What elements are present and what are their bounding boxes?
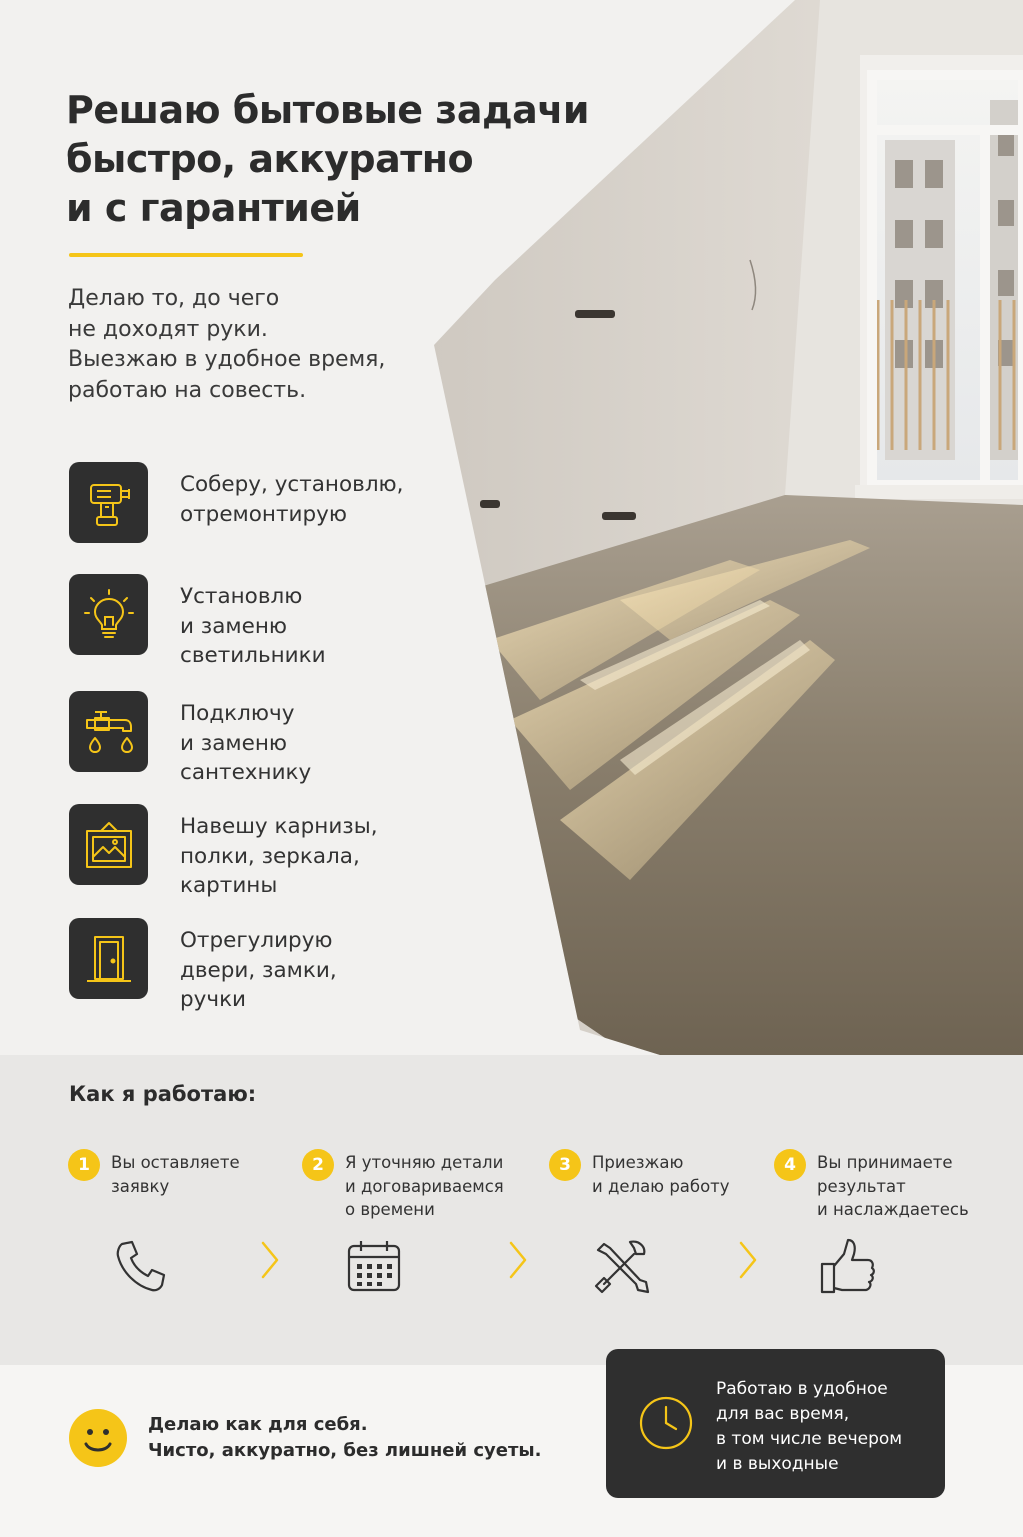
intro-line: Выезжаю в удобное время, (68, 347, 386, 372)
schedule-line: и в выходные (716, 1454, 839, 1474)
step-text-line: и делаю работу (592, 1176, 730, 1196)
step-text-line: о времени (345, 1200, 435, 1219)
motto-text (148, 1412, 542, 1464)
service-label-line: Отрегулирую (180, 928, 333, 953)
page-title (66, 86, 606, 233)
step-text (592, 1151, 730, 1198)
service-label-line: Установлю (180, 584, 303, 609)
step-number: 4 (774, 1149, 806, 1181)
step-number: 2 (302, 1149, 334, 1181)
step-text-line: и договариваемся (345, 1176, 504, 1196)
service-label-line: Соберу, установлю, (180, 472, 404, 497)
headline-line: и с гарантией (66, 186, 361, 230)
step-text-line: и наслаждаетесь (817, 1200, 969, 1219)
smiley-icon (68, 1408, 128, 1468)
step-text-line: заявку (111, 1176, 170, 1196)
intro-line: не доходят руки. (68, 316, 268, 342)
motto-line: Делаю как для себя. (148, 1414, 368, 1435)
phone-icon (112, 1236, 172, 1296)
calendar-icon (344, 1236, 404, 1296)
step-text-line: Вы принимаете (817, 1153, 953, 1172)
step-text-line: Вы оставляете (111, 1153, 240, 1172)
service-label-line: Подключу (180, 701, 295, 726)
schedule-line: в том числе вечером (716, 1429, 903, 1449)
step-text (817, 1151, 969, 1222)
door-icon (69, 918, 148, 999)
clock-icon (638, 1395, 694, 1451)
step-text-line: результат (817, 1176, 906, 1196)
service-label-line: сантехнику (180, 760, 312, 785)
service-label-line: и заменю (180, 613, 288, 639)
step-text-line: Я уточняю детали (345, 1153, 504, 1172)
service-label (180, 582, 326, 671)
service-label-line: картины (180, 873, 278, 898)
headline-line: Решаю бытовые задачи (66, 88, 590, 132)
service-label (180, 699, 311, 788)
service-label-line: Навешу карнизы, (180, 814, 378, 839)
service-label-line: ручки (180, 987, 247, 1012)
picture-frame-icon (69, 804, 148, 885)
schedule-line: Работаю в удобное (716, 1379, 888, 1399)
tools-icon (590, 1236, 652, 1298)
lightbulb-icon (69, 574, 148, 655)
service-label-line: полки, зеркала, (180, 843, 360, 869)
chevron-right-icon (506, 1240, 530, 1280)
step-text (345, 1151, 504, 1222)
service-label-line: и заменю (180, 730, 288, 756)
step-number: 1 (68, 1149, 100, 1181)
step-text-line: Приезжаю (592, 1153, 684, 1172)
service-label-line: светильники (180, 643, 326, 668)
service-label (180, 926, 337, 1015)
schedule-text (716, 1377, 902, 1477)
chevron-right-icon (736, 1240, 760, 1280)
service-label-line: отремонтирую (180, 501, 347, 527)
accent-divider (69, 253, 303, 257)
drill-icon (69, 462, 148, 543)
service-label-line: двери, замки, (180, 957, 337, 983)
intro-line: Делаю то, до чего (68, 286, 280, 311)
service-label (180, 812, 378, 901)
service-label (180, 470, 404, 529)
faucet-icon (69, 691, 148, 772)
schedule-card (606, 1349, 945, 1498)
section-title: Как я работаю: (69, 1082, 257, 1106)
thumbs-up-icon (818, 1236, 880, 1298)
intro-line: работаю на совесть. (68, 377, 307, 403)
step-text (111, 1151, 240, 1198)
headline-line: быстро, аккуратно (66, 137, 474, 181)
motto-line: Чисто, аккуратно, без лишней суеты. (148, 1440, 542, 1461)
step-number: 3 (549, 1149, 581, 1181)
chevron-right-icon (258, 1240, 282, 1280)
schedule-line: для вас время, (716, 1404, 850, 1424)
intro-text (68, 284, 428, 406)
